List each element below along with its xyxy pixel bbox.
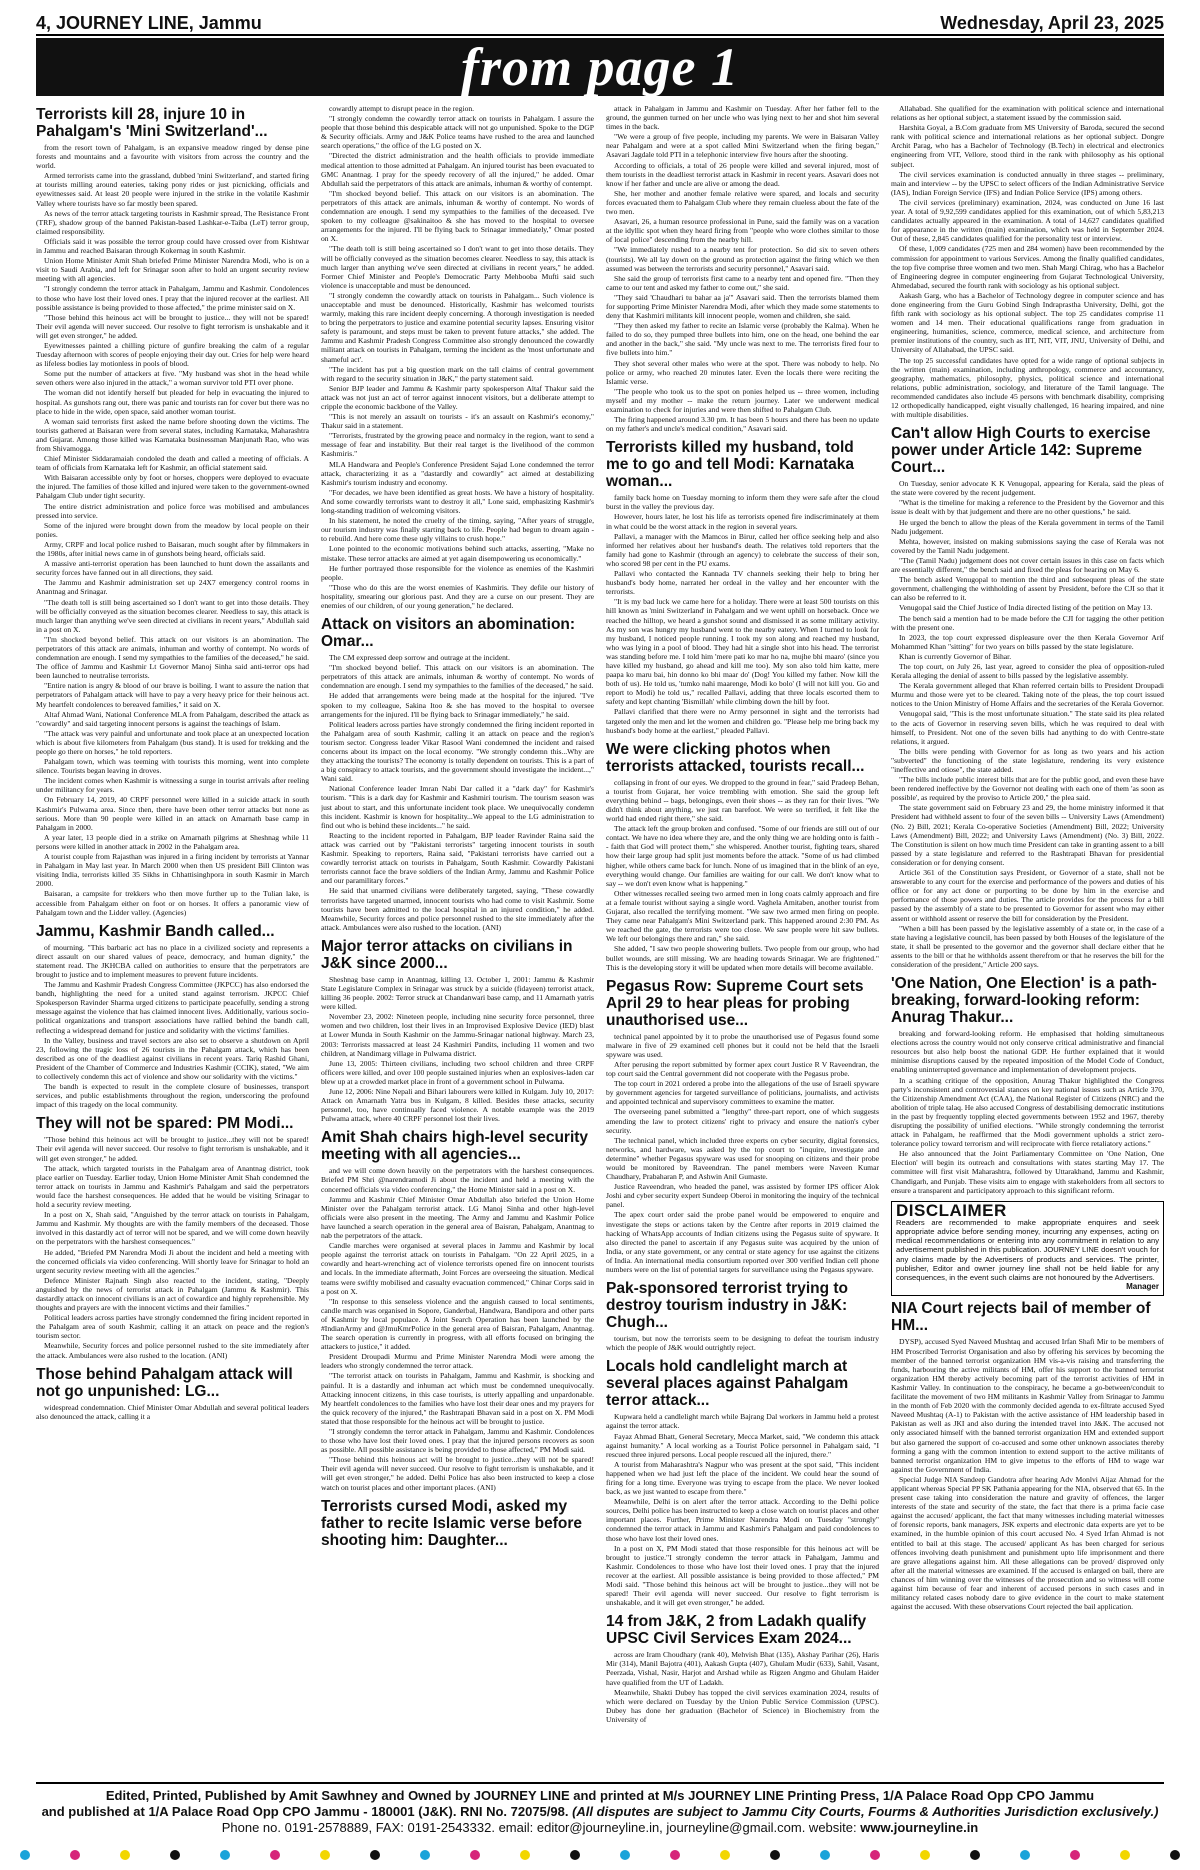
column-3 xyxy=(606,104,879,1776)
article-paragraph: "The terrorist attack on tourists in Pahalgam, Jammu and Kashmir, is shocking and painful. It is a dastardly and inhuman act which must be condemned unequivocally. Attacking innocent citizens, in this case tourists, is utterly appalling and unpardonable. My heartfelt condolences to the families who have lost their dear ones and my prayers for the quick recovery of the injured," the Rashtrapati Bhavan said in a post on X. PM Modi stated that those responsible for the heinous act will be brought to justice. xyxy=(321,1371,594,1426)
article-paragraph: Harshita Goyal, a B.Com graduate from MS University of Baroda, secured the second rank with political science and international relations as her optional subject. Dongre Archit Parag, who has a Bachelor of Technology (B.Tech) in electrical and electronics engineering from VIT, Vellore, stood third in the rank with philosophy as his optional subject. xyxy=(891,123,1164,169)
article-paragraph: He further portrayed those responsible for the violence as enemies of the Kashmiri people. xyxy=(321,563,594,582)
article xyxy=(606,1358,879,1607)
article-paragraph: On Tuesday, senior advocate K K Venugopal, appearing for Kerala, said the pleas of the state were covered by the recent judgement. xyxy=(891,479,1164,498)
article-paragraph: He added that arrangements were being made at the hospital for the injured. "I've spoken to my colleague, Sakina Itoo & she has moved to the hospital to oversee arrangements for the injured. I'll be flying back to Srinagar immediately," he said. xyxy=(321,691,594,719)
article-paragraph: Some put the number of attackers at five. "My husband was shot in the head while seven others were also injured in the attack," a woman survivor told PTI over phone. xyxy=(36,369,309,388)
article-paragraph: "Those behind this heinous act will be brought to justice...they will not be spared! Their evil agenda will never succeed. Our resolve to fight terrorism is unshakable, and it will get even stronger," he added. xyxy=(36,1135,309,1163)
registration-dot xyxy=(1170,1850,1180,1860)
registration-dot xyxy=(970,1850,980,1860)
registration-dot xyxy=(870,1850,880,1860)
article-paragraph: A year later, 13 people died in a strike on Amarnath pilgrims at Sheshnag while 11 persons were killed in another attack in 2002 in the Pahalgam area. xyxy=(36,832,309,851)
article-paragraph: Jammu and Kashmir Chief Minister Omar Abdullah also briefed the Union Home Minister over the Pahalgam terrorist attack. LG Manoj Sinha and other high-level officials were also present in the meeting. The Army and Jammu and Kashmir Police have launched a search operation in the general area of Baisran, Pahalgam, Anantnag to nab the perpetrators of the attack. xyxy=(321,1194,594,1241)
article-paragraph: He added, "Briefed PM Narendra Modi Ji about the incident and held a meeting with the concerned officials via video conferencing. Will shortly leave for Srinagar to hold an urgent security review meeting with all the agencies." xyxy=(36,1247,309,1275)
article-paragraph: "What is the timeline for making a reference to the President by the Governor and this issue is dealt with by that judgement and there are no other questions," he said. xyxy=(891,498,1164,517)
article-paragraph: "The attack was very painful and unfortunate and took place at an unexpected location which is about five kilometers from Pahalgam (bus stand). It is used for trekking and the people go there on horses," he told reporters. xyxy=(36,728,309,756)
registration-dot xyxy=(1020,1850,1030,1860)
article-paragraph: Altaf Ahmad Wani, National Conference MLA from Pahalgam, described the attack as "cowardly" and said targeting innocent persons is against the teachings of Islam. xyxy=(36,709,309,728)
article-paragraph: The CM expressed deep sorrow and outrage at the incident. xyxy=(329,653,510,663)
header-date: Wednesday, April 23, 2025 xyxy=(940,13,1164,33)
registration-dot xyxy=(770,1850,780,1860)
article xyxy=(891,975,1164,1195)
article-paragraph: The civil services examination is conducted annually in three stages -- preliminary, main and interview -- by the UPSC to select officers of the Indian Administrative Service (IAS), Indian Foreign Service (IFS) and Indian Police Service (IPS) among others. xyxy=(891,169,1164,197)
imprint-line-1: Edited, Printed, Published by Amit Sawhney and Owned by JOURNEY LINE and printed at M/s JOURNEY LINE Printing Press, 1/A Palace Road Opp CPO Jammu xyxy=(105,1788,1095,1803)
article-paragraph: A massive anti-terrorist operation has been launched to hunt down the assailants and security forces have fanned out in all directions, they said. xyxy=(36,559,309,578)
article xyxy=(321,616,594,932)
article-paragraph: Venugopal said the Chief Justice of India directed listing of the petition on May 13. xyxy=(899,603,1153,613)
article-headline: 'One Nation, One Election' is a path-breaking, forward-looking reform: Anurag Thakur... xyxy=(891,975,1157,1027)
article-paragraph: Venugopal said, "This is the most unfortunate situation." The state said its plea related to the acts of Governor in reserving seven bills, which he was required to deal with himself, to President. Not one of the seven bills had anything to do with Centre-state relations, it argued. xyxy=(891,709,1164,746)
article-headline: Can't allow High Courts to exercise power under Article 142: Supreme Court... xyxy=(891,425,1151,477)
registration-dot xyxy=(270,1850,280,1860)
article-paragraph: Eyewitnesses painted a chilling picture of gunfire breaking the calm of a regular Tuesday afternoon with scores of people enjoying their day out. Cries for help were heard as lifeless bodies lay motionless in pools of blood. xyxy=(36,340,309,369)
registration-dot xyxy=(1070,1850,1080,1860)
column-4 xyxy=(891,104,1164,1776)
disclaimer-title: DISCLAIMER xyxy=(896,1200,1007,1220)
article-paragraph: "In response to this senseless violence and the anguish caused to local sentiments, candle march was organised in Sopore, Ganderbal, Handwara, Bandipora and other parts of Kashmir by local populace. A Joint Search Operation has been launched by the #IndianArmy and @JmuKmrPolice in the general area of Baisran, Pahalgam, Anantnag. The search operation is currently in progress, with all efforts focused on bringing the attackers to justice," it added. xyxy=(321,1296,594,1352)
article xyxy=(36,1366,309,1421)
article-headline: We were clicking photos when terrorists attacked, tourists recall... xyxy=(606,740,865,775)
article-paragraph: "Terrorists, frustrated by the growing peace and normalcy in the region, want to send a message of fear and instability. But their real target is the livelihood of the common Kashmiris." xyxy=(321,431,594,459)
article-paragraph: "I'm shocked beyond belief. This attack on our visitors is an abomination. The perpetrators of this attack are animals, inhuman and worthy of contempt. No words of condemnation are enough. I send my sympathies to the families of the deceased," he said. The office of Jammu and Kashmir Lt Governor Manoj Sinha said anti-terror ops had been launched to neutralise terrorists. xyxy=(36,634,309,681)
section-banner xyxy=(36,38,1164,96)
article-paragraph: technical panel appointed by it to probe the unauthorised use of Pegasus found some malware in five of 29 examined cell phones but it could not be held that the Israeli spyware was used. xyxy=(606,1031,879,1059)
article-paragraph: "We immediately rushed to a nearby tent for protection. So did six to seven others (tourists). We all lay down on the ground as protection against the firing which we then assumed was between the terrorists and security personnel," Asavari said. xyxy=(606,245,879,273)
article-paragraph: Of these, 1,009 candidates (725 men and 284 women) have been recommended by the commission for appointment to various Services. Among the finally qualified candidates, the top five comprise three women and two men. Shah Margi Chirag, who has a Bachelor of Engineering degree in computer engineering from Gujarat Technological University, Ahmedabad, secured the fourth rank with sociology as his optional subject. xyxy=(891,244,1164,290)
article-paragraph: The civil services (preliminary) examination, 2024, was conducted on June 16 last year. A total of 9,92,599 candidates applied for this examination, out of which 5,83,213 candidates actually appeared in the examination. A total of 14,627 candidates qualified for appearance in the written (main) examination, which was held in September 2024. Out of these, 2,845 candidates qualified for the personality test or interview. xyxy=(891,197,1164,244)
article-paragraph: Mehta, however, insisted on making submissions saying the case of Kerala was not covered by the Tamil Nadu judgement. xyxy=(891,536,1164,555)
article-paragraph: June 12, 2006: Nine Nepali and Bihari labourers were killed in Kulgam. July 10, 2017: Attack on Amarnath Yatra bus in Kulgam, 8 killed. Besides these attacks, security personnel, too, have continually faced violence. A notable example was the 2019 Pulwama attack, where 40 CRPF personnel lost their lives. xyxy=(321,1087,594,1124)
registration-dot xyxy=(920,1850,930,1860)
article-paragraph: Candle marches were organised at several places in Jammu and Kashmir by local people against the terrorist attack on tourists in Pahalgam. "On 22 April 2025, in a cowardly and heart-wrenching act of violence terrorists opened fire on innocent tourists and locals. In the immediate aftermath, Joint Forces are overseeing the situation. Medical teams were swiftly mobilised and casualty evacuation commenced," Chinar Corps said in a post on X. xyxy=(321,1241,594,1296)
article xyxy=(321,104,594,610)
article-paragraph: "When a bill has been passed by the legislative assembly of a state or, in the case of a state having a legislative council, has been passed by both Houses of the legislature of the state, it shall be presented to the governor and the governor shall declare either that he assents to the bill or that he withholds assent therefrom or that he reserves the bill for the consideration of the president," Article 200 says. xyxy=(891,923,1164,969)
article-paragraph: "Those who do this are the worst enemies of Kashmiris. They defile our history of hospitality, smearing our glorious past. And they are a curse on our present. They are enemies of our children, of our young generation," he declared. xyxy=(321,582,594,610)
article-paragraph: Article 361 of the Constitution says President, or Governor of a state, shall not be answerable to any court for the exercise and performance of the powers and duties of his office or for any act done or purporting to be done by him in the exercise and performance of those powers and duties. The article provides for the process for a bill passed by the assembly of a state to be presented to Governor for assent who may either assent or withhold assent or reserve the bill for consideration by the President. xyxy=(891,868,1164,923)
article-paragraph: Meanwhile, Shakti Dubey has topped the civil services examination 2024, results of which were declared on Tuesday by the Union Public Service Commission (UPSC). Dubey has done her graduation (Bachelor of Science) in Biochemistry from the University of xyxy=(606,1687,879,1724)
article-paragraph: "The death toll is still being ascertained so I don't want to get into those details. They will be officially conveyed as the situation becomes clearer. Needless to say, this attack is much larger than anything we've seen directed at civilians in recent years," Abdullah said in a post on X. xyxy=(36,597,309,634)
article-paragraph: The Jammu and Kashmir administration set up 24X7 emergency control rooms in Anantnag and Srinagar. xyxy=(36,578,309,597)
registration-dot xyxy=(420,1850,430,1860)
article-paragraph: tourism, but now the terrorists seem to be designing to defeat the tourism industry which the people of J&K would outrightly reject. xyxy=(606,1334,879,1353)
article-paragraph: The top 25 successful candidates have opted for a wide range of optional subjects in the written (main) examination, including anthropology, commerce and accountancy, geography, mathematics, philosophy, physics, political science and international relations, public administration, sociology, and literature of the Tamil language. The recommended candidates also include 45 persons with benchmark disability, comprising 12 orthopedically handicapped, eight visually challenged, 16 hearing impaired, and nine with multiple disabilities. xyxy=(891,355,1164,420)
article-headline: Locals hold candlelight march at several places against Pahalgam terror attack... xyxy=(606,1358,849,1410)
article-paragraph: However, hours later, he lost his life as terrorists opened fire indiscriminately at them in what could be the worst attack in the region in several years. xyxy=(606,512,879,531)
article-headline: Terrorists kill 28, injure 10 in Pahalgam's 'Mini Switzerland'... xyxy=(36,106,268,140)
article-paragraph: Political leaders across parties have strongly condemned the firing incident reported in the Pahalgam area of south Kashmir, calling it an attack on peace and the region's tourism sector. Congress leader Vikar Rasool Wani condemned the incident and raised concerns about its impact on the local economy. "We strongly condemn this...Why are they attacking the tourists? The economy is totally dependent on tourists. This is a part of a big conspiracy to attack tourists, and the government should investigate the incident...," Wani said. xyxy=(321,719,594,784)
article-paragraph: Khan is currently Governor of Bihar. xyxy=(899,651,1012,661)
article-paragraph: According to officials, a total of 26 people were killed and several injured, most of them tourists in the deadliest terrorist attack in Kashmir in recent years. Asavari does not know if her father and uncle are alive or among the dead. xyxy=(606,160,879,188)
article-paragraph: He also announced that the Joint Parliamentary Committee on 'One Nation, One Election' will begin its outreach and consultations with states starting May 17. The committee will first visit Maharashtra, followed by Uttarakhand, Jammu and Kashmir, Chandigarh, and Punjab. These visits aim to engage with stakeholders from all sectors to ensure a transparent and participatory approach to this significant reform. xyxy=(891,1149,1164,1195)
article-paragraph: family back home on Tuesday morning to inform them they were safe after the cloud burst in the valley the previous day. xyxy=(606,493,879,512)
article-paragraph: "Directed the district administration and the health officials to provide immediate medical attention to those admitted at Pahalgam. An injured tourist has been evacuated to GMC Anantnag. I pray for the speedy recovery of all the injured," he added. Omar Abdullah said the perpetrators of this attack are animals, inhuman & worthy of contempt. xyxy=(321,151,594,188)
article-columns xyxy=(36,104,1164,1776)
article-headline: They will not be spared: PM Modi... xyxy=(36,1115,294,1133)
article-paragraph: Aakash Garg, who has a Bachelor of Technology degree in computer science and has done engineering from the Guru Gobind Singh Indraprastha University, Delhi, got the fifth rank with sociology as his optional subject. The top 25 candidates comprise 11 women and 14 men. Their educational qualifications range from graduation in engineering, humanities, science, commerce, medical science, and architecture from premier institutions of the country, such as IIT, NIT, VIT, JNU, University of Delhi, and University of Allahabad, the UPSC said. xyxy=(891,290,1164,355)
article-paragraph: from the resort town of Pahalgam, is an expansive meadow ringed by dense pine forests and mountains and a favourite with visitors from across the country and the world. xyxy=(36,143,309,171)
article-paragraph: Sheshnag base camp in Anantnag, killing 13. October 1, 2001: Jammu & Kashmir State Legislature Complex in Srinagar was struck by a suicide (fidayeen) terrorist attack, killing 36 people. 2002: Terror struck at Chandanwari base camp, and 11 Amarnath yatris were killed. xyxy=(321,974,594,1012)
article-paragraph: The bench asked Venugopal to mention the third and subsequent pleas of the state government, challenging the withholding of assent by President, before the CJI so that it can also be referred to it. xyxy=(891,575,1164,603)
disclaimer-sign: Manager xyxy=(1126,1282,1159,1292)
article-paragraph: National Conference leader Imran Nabi Dar called it a "dark day" for Kashmir's tourism. "This is a dark day for Kashmir and Kashmiri tourism. The tourism season was just about to start, and this unfortunate incident took place. We unequivocally condemn this incident. Kashmir is known for hospitality...We appeal to the LG administration to find out who is behind these incidents..." he said. xyxy=(321,784,594,830)
article-paragraph: The firing happened around 3.30 pm. It has been 5 hours and there has been no update on my father's and uncle's medical condition," Asavari said. xyxy=(606,415,879,434)
article-paragraph: "They said 'Chaudhari tu bahar aa ja'" Asavari said. Then the terrorists blamed them for supporting Prime Minister Narendra Modi, after which they made some statements to deny that Kashmiri militants kill innocent people, women and children, she said. xyxy=(606,292,879,321)
article-paragraph: Fayaz Ahmad Bhatt, General Secretary, Mecca Market, said, "We condemn this attack against humanity." A local working as a Tourist Police personnel in Pahalgam said, "I rescued three injured persons. Local people rescued all the injured, there." xyxy=(606,1431,879,1459)
article-paragraph: "This is not merely an assault on tourists - it's an assault on Kashmir's economy," Thakur said in a statement. xyxy=(321,412,594,431)
article-headline: Major terror attacks on civilians in J&K since 2000... xyxy=(321,937,573,972)
article xyxy=(36,106,309,917)
registration-dot xyxy=(20,1850,30,1860)
article-paragraph: The woman did not identify herself but pleaded for help in evacuating the injured to hospital. As gunshots rang out, there was panic and tourists ran for cover but there was no place to hide in the wide, open space, said another woman tourist. xyxy=(36,388,309,416)
article-paragraph: "The incident has put a big question mark on the tall claims of central government with regard to the security situation in J&K," the party statement said. xyxy=(321,364,594,383)
registration-dot xyxy=(1120,1850,1130,1860)
imprint-contact: Phone no. 0191-2578889, FAX: 0191-2543332. email: editor@journeyline.in, journeyline@gmail.com. website: xyxy=(221,1820,857,1835)
article-headline: Jammu, Kashmir Bandh called... xyxy=(36,922,275,940)
registration-marks xyxy=(0,1848,1200,1862)
article-paragraph: Other witnesses recalled seeing two armed men in long coats calmly approach and fire at a female tourist without saying a single word. Vaghela Amitaben, another tourist from Gujarat, also recalled the terrifying moment. "We saw two armed men firing on people. They came near Pahalgam's Mini Switzerland park. This happened around 2:30 PM. As we reached the gate, the terrorists were too close. We saw people were hit saw bullets. We left our belongings there and ran," she said. xyxy=(606,888,879,944)
article xyxy=(36,923,309,1110)
registration-dot xyxy=(570,1850,580,1860)
article-paragraph: "Entire nation is angry & blood of our brave is boiling. I want to assure the nation that perpetrators of Pahalgam attack will have to pay a very heavy price for their heinous act. My heartfelt condolences to bereaved families," it said on X. xyxy=(36,681,309,709)
article-paragraph: Kupwara held a candlelight march while Bajrang Dal workers in Jammu held a protest against the terror attack. xyxy=(606,1412,879,1431)
disclaimer-text: Readers are recommended to make appropriate enquires and seek appropriate advice before sending money, incurring any expenses, acting on medical recommendations or entering into any commitment in relation to any advertisement published in this publication. JOURNEY LINE doesn't vouch for any claims made by the Advertisers of products and services. The printer, publisher, Editor and owner journey line shall not be held liable for any consequences, in the event such claims are not honoured by the Advertisers. xyxy=(896,1217,1159,1283)
banner-title: from page 1 xyxy=(461,37,739,97)
imprint-line-2 xyxy=(36,1804,1164,1820)
article-paragraph: "Those behind this heinous act will be brought to justice... they will not be spared! Their evil agenda will never succeed. Our resolve to fight terrorism is unshakable and it will get even stronger," he added. xyxy=(36,312,309,340)
disclaimer-box xyxy=(891,1201,1164,1297)
article-paragraph: The bills were pending with Governor for as long as two years and his action "subverted" the functioning of the state legislature, rendering its very existence "ineffective and otiose", the state added. xyxy=(891,746,1164,774)
article-headline: Terrorists killed my husband, told me to go and tell Modi: Karnataka woman... xyxy=(606,439,855,491)
imprint-address: and published at 1/A Palace Road Opp CPO Jammu - 180001 (J&K). RNI No. 72075/98. xyxy=(41,1804,569,1819)
article-paragraph: In his statement, he noted the cruelty of the timing, saying, "After years of struggle, our tourism industry was finally starting back to life. People had begun to dream again - to rebuild. And here come these ugly villains to crush hope." xyxy=(321,516,594,544)
article-paragraph: In the Valley, business and travel sectors are also set to observe a shutdown on April 23, following the tragic loss of 26 tourists in the Pahalgam attack, which has been described as one of the deadliest against civilians in recent years. Tariq Rashid Ghani, President of the Chamber of Commerce and Industries Kashmir (CCIK), stated, "We aim to collectively condemn this act of violence and show our solidarity with the victims." xyxy=(36,1035,309,1081)
article-paragraph: MLA Handwara and People's Conference President Sajad Lone condemned the terror attack, characterizing it as a "dastardly and cowardly" act aimed at destabilizing Kashmir's tourism industry and economy. xyxy=(321,459,594,487)
article-paragraph: He urged the bench to allow the pleas of the Kerala government in terms of the Tamil Nadu judgement. xyxy=(891,517,1164,536)
article-paragraph: In a post on X, Shah said, "Anguished by the terror attack on tourists in Pahalgam, Jammu and Kashmir. My thoughts are with the family members of the deceased. Those involved in this dastardly act of terror will not be spared, and we will come down heavily on the perpetrators with the harshest consequences." xyxy=(36,1210,309,1247)
article-paragraph: The overseeing panel submitted a "lengthy" three-part report, one of which suggests amending the law to protect citizens' right to privacy and ensure the nation's cyber security. xyxy=(606,1107,879,1135)
article-paragraph: Political leaders across parties have strongly condemned the firing incident reported in the Pahalgam area of south Kashmir, calling it an attack on peace and the region's tourism sector. xyxy=(36,1313,309,1341)
article-paragraph: Baisaran, a campsite for trekkers who then move further up to the Tulian lake, is accessible from Pahalgam either on foot or on horses. It offers a panoramic view of Pahalgam town and the Lidder valley. (Agencies) xyxy=(36,889,309,917)
article xyxy=(891,1300,1164,1611)
article-paragraph: across are Iram Choudhary (rank 40), Mehvish Bhat (135), Akshay Parihar (26), Haris Mir (314), Manil Bajotra (401), Aakash Gupta (407), Ghulam Mudir (633), Sahil, Vasant, Peerzada, Vishal, Nasir, Harjot and Arshad while as Rigzen Angmo and Ghulam Haider have qualified from the UT of Ladakh. xyxy=(606,1650,879,1687)
article-paragraph: Reacting to the incident reported in Pahalgam, BJP leader Ravinder Raina said the attack was carried out by "Pakistani terrorists" targeting innocent tourists in south Kashmir. Speaking to reporters, Raina said, "Pakistani terrorists have carried out a cowardly terrorist attack on tourists in Pahalgam, South Kashmir. Cowardly Pakistani terrorists cannot face the brave soldiers of the Indian Army, Jammu and Kashmir Police and our paramilitary forces." xyxy=(321,830,594,886)
article xyxy=(321,1129,594,1491)
article-paragraph: A tourist couple from Rajasthan was injured in a firing incident by terrorists at Yannar in Pahalgam in May last year. In March 2000 when then US president Bill Clinton was visiting India, terrorists killed 35 Sikhs in Chhattisinghpora in south Kasmir in March 2000. xyxy=(36,852,309,889)
registration-dot xyxy=(320,1850,330,1860)
article-paragraph: widespread condemnation. Chief Minister Omar Abdullah and several political leaders also denounced the attack, calling it a xyxy=(36,1402,309,1421)
article-paragraph: The top court in 2021 ordered a probe into the allegations of the use of Israeli spyware by government agencies for targeted surveillance of politicians, journalists, and activists and appointed technical and supervisory committees to examine the matter. xyxy=(606,1079,879,1107)
article-paragraph: Pahalgam town, which was teeming with tourists this morning, went into complete silence. Tourists began leaving in droves. xyxy=(36,757,309,776)
article-paragraph: On February 14, 2019, 40 CRPF personnel were killed in a suicide attack in south Kashmir's Pulwama area. Since then, there have been other terror attacks but none as serious. More than 90 people were killed in an attack on Amarnath base camp in Pahalgam in 2000. xyxy=(36,795,309,832)
article-paragraph: She, her mother and another female relative were spared, and locals and security forces evacuated them to Pahalgam Club where they remain clueless about the fate of the two men. xyxy=(606,188,879,217)
article xyxy=(606,1280,879,1352)
registration-dot xyxy=(120,1850,130,1860)
article-paragraph: of mourning. "This barbaric act has no place in a civilized society and represents a direct assault on our shared values of peace, democracy, and human dignity," the statement read. The JKHCBA called on authorities to ensure that the perpetrators are brought to justice and to implement measures to prevent future incidents. xyxy=(36,942,309,979)
article-paragraph: November 23, 2002: Nineteen people, including nine security force personnel, three women and two children, lost their lives in an Improvised Explosive Device (IED) blast at Lower Munda in South Kashmir on the Jammu-Srinagar national highway. March 23, 2003: Terrorists massacred at least 24 Kashmiri Pandits, including 11 women and two children, at Nandimarg village in Pulwama district. xyxy=(321,1012,594,1058)
article-paragraph: "We were a group of five people, including my parents. We were in Baisaran Valley near Pahalgam and were at a spot called Mini Switzerland when the firing began," Asavari Jagdale told PTI in a telephonic interview five hours after the shooting. xyxy=(606,132,879,160)
registration-dot xyxy=(370,1850,380,1860)
article-paragraph: The Kerala government alleged that Khan referred certain bills to President Droupadi Murmu and those were yet to be cleared. Taking note of the pleas, the top court issued notices to the Union Ministry of Home Affairs and the secretaries of the Kerala Governor. xyxy=(891,681,1164,709)
article-paragraph: In a post on X, PM Modi stated that those responsible for this heinous act will be brought to justice."I strongly condemn the terror attack in Pahalgam, Jammu and Kashmir. Condolences to those who have lost their loved ones. I pray that the injured recover at the earliest. All possible assistance is being provided to those affected," PM Modi said. "Those behind this heinous act will be brought to justice...they will not be spared! Their evil agenda will never succeed. Our resolve to fight terrorism is unshakable, and it will get even stronger," he added. xyxy=(606,1543,879,1608)
column-2 xyxy=(321,104,594,1776)
article-paragraph: "I strongly condemn the cowardly terror attack on tourists in Pahalgam. I assure the people that those behind this despicable attack will not go unpunished. Spoke to the DGP & Security officials. Army and J&K Police teams have rushed to the area and launched search operations," the office of the LG posted on X. xyxy=(321,114,594,151)
article-paragraph: Defence Minister Rajnath Singh also reacted to the incident, stating, "Deeply anguished by the news of terrorist attack in Pahalgam (Jammu & Kashmir). This dastardly attack on innocent civilians is an act of cowardice and highly reprehensible. My thoughts and prayers are with the innocent victims and their families." xyxy=(36,1275,309,1313)
article-paragraph: Chief Minister Siddaramaiah condoled the death and called a meeting of officials. A team of officials from Karnataka left for Kashmir, an official statement said. xyxy=(36,454,309,473)
article-headline: Attack on visitors an abomination: Omar... xyxy=(321,616,576,651)
article-paragraph: In a scathing critique of the opposition, Anurag Thakur highlighted the Congress party's inconsistent and controversial stances on key national issues such as Article 370, the Citizenship Amendment Act (CAA), the National Register of Citizens (NRC) and the abolition of triple talaq. He also accused Congress of destabilising democratic institutions in the past by frequently toppling elected governments between 1952 and 1967, thereby disrupting the possibility of unified elections. "While strongly condemning the terrorist attack in Pahalgam, he reaffirmed that the Modi government upholds a strict zero-tolerance policy toward terrorism and will reciprocate with fierce retaliatory actions." xyxy=(891,1075,1164,1149)
article-paragraph: Special Judge NIA Sandeep Gandotra after hearing Adv Monlvi Aijaz Ahmad for the applicant whereas Special PP SK Pathania appearing for the NIA, observed that 65. In the present case taking into consideration the nature and gravity of offences, the larger interests of the state and security of the state, the fact that there is a prima facie case against the accused/ applicant, the fact that many witnesses including material witnesses of forensic reports, bank managers, JSK experts and electronic data experts are yet to be examined, in the humble opinion of this court accused No. 4 Syed Irfan Ahmad is not entitled to bail at this stage. The accused/ applicant As has been charged for serious offences involving death punishment and punishment upto life imprisonment and there are grave allegations against him. All these allegations can be proved/ disproved only after all the material witnesses are examined. If the accused is enlarged on bail, there are chances of him winning over the witnesses of the prosecution and so witness will come against him because of fear and inherent of accused persons in such cases and in militancy related cases nobody dare to give evidence in the court to make statement against the accused. With these observations Court rejected the bail application. xyxy=(891,1474,1164,1612)
article-paragraph: The Jammu and Kashmir Pradesh Congress Committee (JKPCC) has also endorsed the bandh, highlighting the need for a united stand against terrorism. JKPCC Chief Spokesperson Ravinder Sharma urged citizens to participate peacefully, sending a strong message against the violence that has claimed innocent lives. Additionally, various socio-political organizations and transport associations have rallied behind the bandh call, reflecting a widespread demand for justice and solidarity with the victims' families. xyxy=(36,980,309,1035)
registration-dot xyxy=(820,1850,830,1860)
article-paragraph: "The (Tamil Nadu) judgement does not cover certain issues in this case on facts which are essentially different," the bench said and fixed the pleas for hearing on May 6. xyxy=(891,555,1164,575)
article-paragraph: He said that unarmed civilians were deliberately targeted, saying, "These cowardly terrorists have targeted unarmed, innocent tourists who had come to visit Kashmir. Some tourists have been admitted to the local hospital in an injured condition," he added. Meanwhile, Security forces and police personnel rushed to the site immediately after the attack. Ambulances were also rushed to the location. (ANI) xyxy=(321,886,594,932)
article-paragraph: The incident comes when Kashmir is witnessing a surge in tourist arrivals after reeling under militancy for years. xyxy=(36,776,309,795)
article-paragraph: Union Home Minister Amit Shah briefed Prime Minister Narendra Modi, who is on a visit to Saudi Arabia, and left for Srinagar soon after to hold an urgent security review meeting with all agencies. xyxy=(36,256,309,284)
article-paragraph: After perusing the report submitted by former apex court Justice R V Raveendran, the top court said the Central government did not cooperate with the Pegasus probe. xyxy=(606,1059,879,1079)
article-paragraph: Pallavi who contacted the Kannada TV channels seeking their help to bring her husband's body home, narrated her ordeal in the valley and her encounter with the terrorists. xyxy=(606,569,879,597)
article-paragraph: The attack, which targeted tourists in the Pahalgam area of Anantnag district, took place earlier on Tuesday. Earlier today, Union Home Minister Amit Shah condemned the terror attack on tourists in Jammu and Kashmir's Pahalgam and said the perpetrators would face the harshest consequences. He added that he would be visiting Srinagar to hold a security review meeting. xyxy=(36,1163,309,1210)
article-paragraph: Armed terrorists came into the grassland, dubbed 'mini Switzerland', and started firing at tourists milling around eateries, taking pony rides or just picnicking, officials and eyewitnesses said. At least 20 people were injured in the strike in the volatile Kashmir Valley where tourists have so far mostly been spared. xyxy=(36,171,309,208)
article-paragraph: "I strongly condemn the cowardly attack on tourists in Pahalgam... Such violence is unacceptable and must be denounced. Historically, Kashmir has welcomed tourists warmly, making this rare incident deeply concerning. A thorough investigation is needed to bring the perpetrators to justice and examine potential security lapses. Ensuring visitor safety is paramount, and steps must be taken to prevent future attacks," she added. The Jammu and Kashmir Pradesh Congress Committee also strongly denounced the cowardly militant attack on tourists in Pahalgam, terming the incident as the 'most unfortunate and shameful act'. xyxy=(321,290,594,364)
registration-dot xyxy=(470,1850,480,1860)
article xyxy=(606,1613,879,1724)
article-paragraph: The state government said on February 23 and 29, the home ministry informed it that President had withheld assent to four of the seven bills -- University Laws (Amendment) (No. 2) Bill, 2021; Kerala Co-operative Societies (Amendment) Bill, 2022; University Laws (Amendment) Bill, 2022; and University Laws (Amendment) (No. 3) Bill, 2022. The Constitution is silent on how much time President can take in granting assent to a bill passed by a state legislature and referred to the Rashtrapati Bhavan for presidential consideration or for denying consent. xyxy=(891,803,1164,867)
registration-dot xyxy=(520,1850,530,1860)
article-paragraph: With Baisaran accessible only by foot or horses, choppers were deployed to evacuate the injured. The families of those killed and injured were taken to the government-owned Pahalgam Club under tight security. xyxy=(36,473,309,501)
article xyxy=(606,104,879,433)
article-paragraph: Asavari, 26, a human resource professional in Pune, said the family was on a vacation at the idyllic spot when they heard firing from "people who wore clothes similar to those of local police" descending from the nearby hill. xyxy=(606,217,879,245)
article-paragraph: Pallavi clarified that there were no Army personnel in sight and the terrorists had targeted only the men and let the women and children go. "Please help me bring back my husband's body home at the earliest," pleaded Pallavi. xyxy=(606,707,879,735)
article-headline: Amit Shah chairs high-level security meeting with all agencies... xyxy=(321,1129,589,1164)
website-link[interactable]: www.journeyline.in xyxy=(860,1820,979,1835)
article-paragraph: The bench said a mention had to be made before the CJI for tagging the other petition with the present one. xyxy=(891,613,1164,632)
registration-dot xyxy=(220,1850,230,1860)
article-paragraph: A tourist from Maharashtra's Nagpur who was present at the spot said, "This incident happened when we had just left the place of the incident. We could hear the sound of firing for a long time. Everyone was trying to escape from the place. We never looked back, as we just wanted to escape from there." xyxy=(606,1459,879,1497)
article-paragraph: breaking and forward-looking reform. He emphasised that holding simultaneous elections across the country would not only conserve critical administrative and financial resources but also help boost the national GDP. He further explained that it would minimise disruptions caused by the repeated imposition of the Model Code of Conduct, enabling uninterrupted governance and implementation of development projects. xyxy=(891,1029,1164,1075)
article-paragraph: The apex court order said the probe panel would be empowered to enquire and investigate the steps or actions taken by the Centre after reports in 2019 claimed the hacking of WhatsApp accounts of Indian citizens using the Pegasus suite of spyware. It also directed the panel to ascertain if any Pegasus suite was acquired by the union of India, or any state government, or any central or state agency for use against the citizens of India. An international media consortium reported over 300 verified Indian cell phone numbers were on the list of potential targets for surveillance using the Pegasus spyware. xyxy=(606,1210,879,1275)
article-paragraph: "I'm shocked beyond belief. This attack on our visitors is an abomination. The perpetrators of this attack are animals, inhuman & worthy of contempt. No words of condemnation are enough. I send my sympathies to the families of the deceased. I've spoken to my colleague @sakinaitoo & she has moved to the hospital to oversee arrangements for the injured. I'll be flying back to Srinagar immediately," Omar posted on X. xyxy=(321,188,594,244)
article-paragraph: DYSP), accused Syed Naveed Mushtaq and accused Irfan Shafi Mir to be members of HM Proscribed Terrorist Organisation and also by offering his services by becoming the member of the banned terrorist organization HM vis-a-vis raising and transferring the funds, harbouring the active militants of HM, offer his support to the banned terrorist organization HM thereby actively becoming part of the terrorist activities of HM in Kashmir Valley. In continuation to the conspiracy, he became a go-between/conduit to facilitate the movement of two HM militants in Kashmir Valley from Srinagar to Jammu in the month of Feb 2020 with the commonly decided agenda to ex-filtrate accused Syed Naveed Mushtaq (A-1) to Pakistan with the active assistance of HM leadership based in Pakistan as well as JKI and also during the intended travel into J&K. The accused not only associated himself with the banned terrorist organization HM and extended support but also garnered the support of co-accused and some other unknown associates thereby forming a gang with the common intention to extend support to the active militants of banned terrorist organization HM to give impetus to the efforts of HM to wage war against the Government of India. xyxy=(891,1337,1164,1474)
imprint-footer xyxy=(36,1782,1164,1844)
registration-dot xyxy=(720,1850,730,1860)
registration-dot xyxy=(170,1850,180,1860)
article-paragraph: Justice Raveendran, who headed the panel, was assisted by former IPS officer Alok Joshi and cyber security expert Sundeep Oberoi in monitoring the inquiry of the technical panel. xyxy=(606,1182,879,1210)
article-paragraph: Senior BJP leader and Jammu & Kashmir party spokesperson Altaf Thakur said the attack was not just an act of terror against innocent visitors, but a deliberate attempt to cripple the economic backbone of the Valley. xyxy=(321,383,594,411)
article-paragraph: collapsing in front of our eyes. We dropped to the ground in fear," said Pradeep Behan, a tourist from Gujarat, her voice trembling with emotion. She said the group left everything behind -- bags, belongings, even their shoes -- as they ran for their lives. "We didn't think about anything, we just ran barefoot. We were so terrified, it felt like the world had ended right there," she said. xyxy=(606,777,879,824)
article xyxy=(891,425,1164,969)
imprint-line-3 xyxy=(36,1820,1164,1836)
article-paragraph: The bandh is expected to result in the complete closure of businesses, transport services, and public establishments throughout the region, underscoring the profound impact of this tragedy on the local community. xyxy=(36,1082,309,1110)
article xyxy=(321,938,594,1124)
imprint-jurisdiction: (All disputes are subject to Jammu City Courts, Fourms & Authorities Jurisdiction exclusively.) xyxy=(572,1804,1159,1819)
article-paragraph: Pallavi, a manager with the Mamcos in Birur, called her office seeking help and also informed her relatives about her husband's death. The relatives told reporters that the family had gone to Kashmir (through an agency) to celebrate the success of their son, who scored 98 per cent in the PU exams. xyxy=(606,531,879,568)
article-paragraph: "The bills include public interest bills that are for the public good, and even these have been rendered ineffective by the Governor not dealing with each one of them 'as soon as possible', as required by the proviso to Article 200," the plea said. xyxy=(891,775,1164,803)
article-paragraph: "I'm shocked beyond belief. This attack on our visitors is an abomination. The perpetrators of this attack are animals, inhuman & worthy of contempt. No words of condemnation are enough. I send my sympathies to the families of the deceased," he said. xyxy=(321,663,594,691)
header-left: 4, JOURNEY LINE, Jammu xyxy=(36,13,262,33)
article-paragraph: "Those behind this heinous act will be brought to justice...they will not be spared! Their evil agenda will never succeed. Our resolve to fight terrorism is unshakable, and it will get even stronger," he added. Delhi Police has also been instructed to keep a close watch on tourist places and other important places. (ANI) xyxy=(321,1455,594,1492)
article-headline: Pak-sponsored terrorist trying to destroy tourism industry in J&K: Chugh... xyxy=(606,1280,849,1332)
article-paragraph: "It is my bad luck we came here for a holiday. There were at least 500 tourists on this hill known as 'mini Switzerland' in Pahalgam and we went uphill on horseback. Once we reached the hilltop, we heard a gunshot sound and dismissed it as some military activity. As my son was hungry my husband went to the nearby eatery. When I turned to look for my husband, I noticed people running. I took my son along and reached my husband, who was lying in a pool of blood. They had hit a single shot into his head. The terrorist was standing before me. I told him 'mere pati ko mar ho na, mujhe bhi maaro' (since you have killed my husband, go ahead and kill me too). My son also told him katte, mere paapa ko maru bai, hin donno ko bhi maar do' (Dog! You killed my father. Now kill the both of us). He told us, 'tumko nahi maarenge, Modi ko bolo' (I will not kill you. Go and report to Modi) he told us," recalled Pallavi, adding that three locals escorted them to safety and kept chanting 'Bismillah' while climbing down the hill by foot. xyxy=(606,597,879,707)
article xyxy=(321,1498,594,1549)
article xyxy=(606,978,879,1274)
article-headline: Terrorists cursed Modi, asked my father to recite Islamic verse before shooting him: Daughter... xyxy=(321,1497,583,1549)
article-paragraph: President Droupadi Murmu and Prime Minister Narendra Modi were among the leaders who strongly condemned the terror attack. xyxy=(321,1352,594,1371)
article xyxy=(606,741,879,972)
article-paragraph: Allahabad. She qualified for the examination with political science and international relations as her optional subject, a statement issued by the commission said. xyxy=(891,104,1164,123)
article xyxy=(606,439,879,734)
article-paragraph: "I strongly condemn the terror attack in Pahalgam, Jammu and Kashmir. Condolences to those who have lost their loved ones. I pray that the injured persons recovers as soon as possible. All possible assistance is being provided to those affected," PM Modi said. xyxy=(321,1427,594,1455)
article-paragraph: Army, CRPF and local police rushed to Baisaran, much sought after by filmmakers in the 1980s, after initial news came in of gunshots being heard, officials said. xyxy=(36,539,309,559)
article xyxy=(36,1115,309,1359)
article-paragraph: Meanwhile, Security forces and police personnel rushed to the site immediately after the attack. Ambulances were also rushed to the location. (ANI) xyxy=(36,1341,309,1360)
article-paragraph: "They then asked my father to recite an Islamic verse (probably the Kalma). When he failed to do so, they pumped three bullets into him, one on the head, one behind the ear and another in the back," she said. "My uncle was next to me. The terrorists fired four to five bullets into him." xyxy=(606,321,879,358)
registration-dot xyxy=(670,1850,680,1860)
article-headline: Pegasus Row: Supreme Court sets April 29 to hear pleas for probing unauthorised use... xyxy=(606,977,864,1029)
article-paragraph: attack in Pahalgam in Jammu and Kashmir on Tuesday. After her father fell to the ground, the gunmen turned on her uncle who was lying next to her and shot him several times in the back. xyxy=(606,104,879,132)
article-paragraph: In 2023, the top court expressed displeasure over the then Kerala Governor Arif Mohammed Khan "sitting" for two years on bills passed by the state legislature. xyxy=(891,632,1164,651)
article-headline: Those behind Pahalgam attack will not go unpunished: LG... xyxy=(36,1365,293,1400)
article-paragraph: and we will come down heavily on the perpetrators with the harshest consequences. Briefed PM Shri @narendramodi Ji about the incident and held a meeting with the concerned officials via video conferencing," the Home Minister said in a post on X. xyxy=(321,1166,594,1194)
article-paragraph: As news of the terror attack targeting tourists in Kashmir spread, The Resistance Front (TRF), shadow group of the banned Pakistan-based Lashkar-e-Taiba (LeT) terror group, claimed responsibility. xyxy=(36,208,309,236)
article-paragraph: She added, "I saw two people showering bullets. Two people from our group, who had bullet wounds, are still missing. We are heading towards Srinagar. We are frightened." This is the developing story it will be updated when more details will become available. xyxy=(606,944,879,972)
article-paragraph: Lone pointed to the economic motivations behind such attacks, asserting, "Make no mistake. These terror attacks are aimed at yet again disempowering us economically." xyxy=(321,544,594,563)
article-paragraph: She said the group of terrorists first came to a nearby tent and opened fire. "Then they came to our tent and asked my father to come out," she said. xyxy=(606,273,879,292)
article-headline: NIA Court rejects bail of member of HM... xyxy=(891,1300,1151,1335)
article-paragraph: cowardly attempt to disrupt peace in the region. xyxy=(329,104,475,113)
article-paragraph: "For decades, we have been identified as great hosts. We have a history of hospitality. And some cowardly terrorists want to destroy it all," Lone said, emphasizing Kashmir's long-standing tradition of welcoming visitors. xyxy=(321,487,594,516)
article-paragraph: The attack left the group broken and confused. "Some of our friends are still out of our contact. We have no idea where they are, and the only thing we are holding onto is faith -- faith that God will protect them," she whispered. Another tourist, fighting tears, shared how their large group had split just moments before the attack. "Some of us had climbed higher, while others came back for lunch. None of us imagined that in the blink of an eye, everything would change. Our families are waiting for our call. We don't know what to say -- we don't even know what is happening." xyxy=(606,824,879,888)
article-paragraph: Some of the injured were brought down from the meadow by local people on their ponies. xyxy=(36,520,309,539)
registration-dot xyxy=(70,1850,80,1860)
article xyxy=(891,104,1164,419)
article-paragraph: The top court, on July 26, last year, agreed to consider the plea of opposition-ruled Kerala alleging the denial of assent to bills passed by the legislative assembly. xyxy=(891,661,1164,681)
article-paragraph: A woman said terrorists first asked the name before shooting down the victims. The tourists gathered at Baisaran were from several states, including Karnataka, Maharashtra and Gujarat. Among those killed was Karnataka businessman Manjunath Rao, who was from Shivamogga. xyxy=(36,416,309,453)
registration-dot xyxy=(620,1850,630,1860)
column-1 xyxy=(36,104,309,1776)
article-paragraph: "I strongly condemn the terror attack in Pahalgam, Jammu and Kashmir. Condolences to those who have lost their loved ones. I pray that the injured recover at the earliest. All possible assistance is being provided to those affected," the prime minister said on X. xyxy=(36,284,309,312)
article-paragraph: "The death toll is still being ascertained so I don't want to get into those details. They will be officially conveyed as the situation becomes clearer. Needless to say, this attack is much larger than anything we've seen directed at civilians in recent years," he added. Former Chief Minister and People's Democratic Party Mehbooba Mufti said such violence is unacceptable and must be denounced. xyxy=(321,244,594,290)
article-paragraph: "The people who took us to the spot on ponies helped us -- three women, including myself and my mother -- make the return journey. Later we underwent medical examination to check for injuries and were then shifted to Pahalgam Club. xyxy=(606,386,879,414)
article-paragraph: The technical panel, which included three experts on cyber security, digital forensics, networks, and hardware, was asked by the top court to "inquire, investigate and determine" whether Pegasus spyware was used for snooping on citizens and their probe would be monitored by Raveendran. The panel members were Naveen Kumar Chaudhary, Prabaharan P, and Ashwin Anil Gumaste. xyxy=(606,1135,879,1182)
article-paragraph: The entire district administration and police force was mobilised and ambulances pressed into service. xyxy=(36,501,309,520)
article-paragraph: Meanwhile, Delhi is on alert after the terror attack. According to the Delhi police sources, Delhi police has been instructed to keep a close watch on tourist places and other important places. Further, Prime Minister Narendra Modi on Tuesday "strongly" condemned the terror attack in Jammu and Kashmir's Pahalgam and paid condolences to those who have lost their loved ones. xyxy=(606,1497,879,1543)
article-paragraph: Officials said it was possible the terror group could have crossed over from Kishtwar in Jammu and reached Baisaran through Kokernag in south Kashmir. xyxy=(36,236,309,256)
article-paragraph: June 13, 2005: Thirteen civilians, including two school children and three CRPF officers were killed, and over 100 people sustained injuries when an explosives-laden car blew up at a crowded market place in front of a government school in Pulwama. xyxy=(321,1058,594,1086)
article-headline: 14 from J&K, 2 from Ladakh qualify UPSC Civil Services Exam 2024... xyxy=(606,1613,867,1648)
article-paragraph: They shot several other males who were at the spot. There was nobody to help. No police or army, who reached 20 minutes later. Even the locals there were reciting the Islamic verse. xyxy=(606,358,879,386)
page-header xyxy=(36,8,1164,36)
